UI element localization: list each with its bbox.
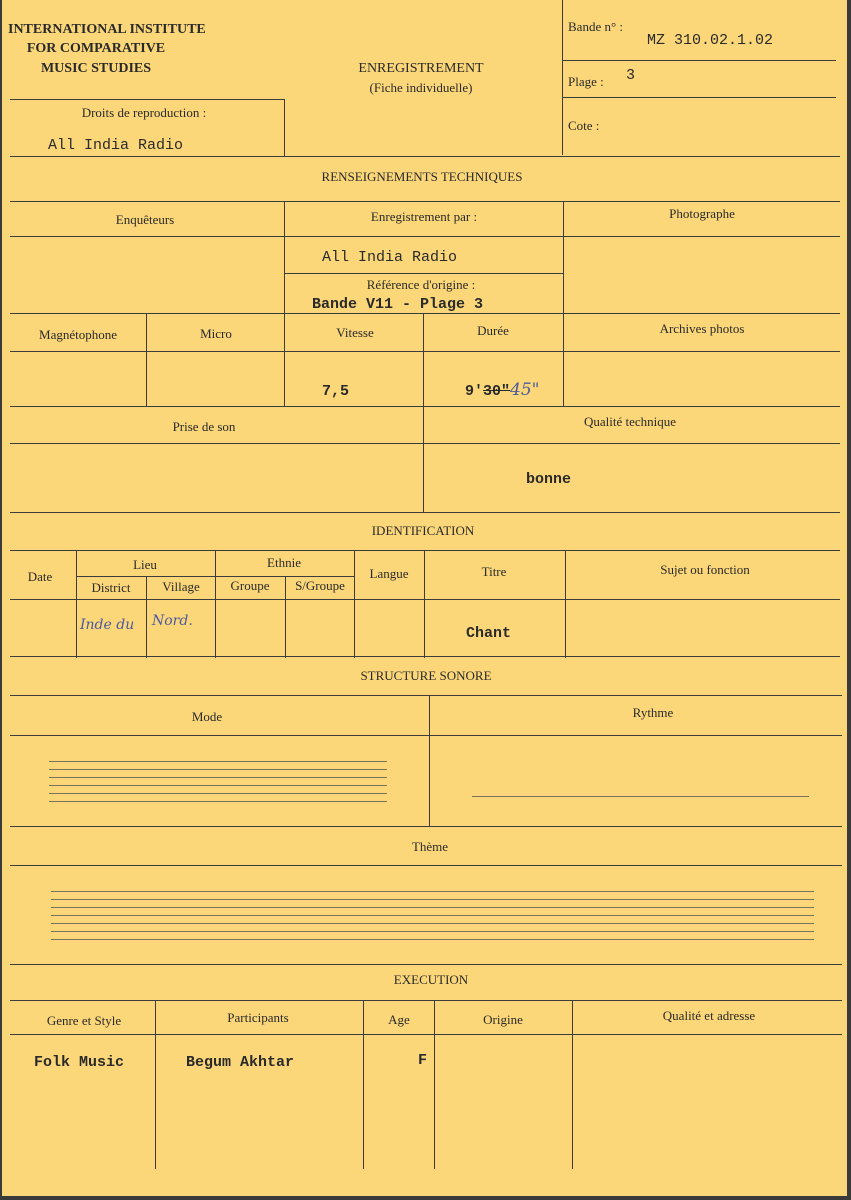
age-label: Age xyxy=(388,1012,410,1027)
mode-label: Mode xyxy=(191,709,223,724)
micro-label: Micro xyxy=(200,326,232,341)
participant-value: Begum Akhtar xyxy=(186,1054,295,1071)
identification-section-title: IDENTIFICATION xyxy=(371,523,475,538)
lieu-label: Lieu xyxy=(133,557,157,572)
institute-line-2: FOR COMPARATIVE xyxy=(26,41,166,56)
sujet-label: Sujet ou fonction xyxy=(660,562,750,577)
duree-label: Durée xyxy=(477,323,509,338)
groupe-label: Groupe xyxy=(230,578,270,593)
institute-line-1: INTERNATIONAL INSTITUTE xyxy=(8,22,206,37)
titre-label: Titre xyxy=(481,564,507,579)
participants-label: Participants xyxy=(227,1010,289,1025)
genre-value: Folk Music xyxy=(34,1054,125,1071)
droits-label: Droits de reproduction : xyxy=(81,105,207,120)
technique-section-title: RENSEIGNEMENTS TECHNIQUES xyxy=(321,169,523,184)
form-subtitle: (Fiche individuelle) xyxy=(369,80,473,95)
form-title: ENREGISTREMENT xyxy=(358,61,484,76)
rythme-label: Rythme xyxy=(632,705,674,720)
droits-value: All India Radio xyxy=(48,137,184,154)
bande-value: MZ 310.02.1.02 xyxy=(647,32,774,49)
village-value: Nord. xyxy=(152,613,193,629)
cote-label: Cote : xyxy=(568,118,600,133)
institute-line-3: MUSIC STUDIES xyxy=(40,61,152,76)
plage-label: Plage : xyxy=(568,74,604,89)
village-label: Village xyxy=(162,579,200,594)
reference-value: Bande V11 - Plage 3 xyxy=(312,296,484,313)
titre-value: Chant xyxy=(466,625,512,642)
execution-section-title: EXECUTION xyxy=(393,972,469,987)
genre-label: Genre et Style xyxy=(46,1013,122,1028)
origine-label: Origine xyxy=(483,1012,523,1027)
magnetophone-label: Magnétophone xyxy=(39,327,117,342)
recording-form-card xyxy=(2,0,847,1196)
qualite-adresse-label: Qualité et adresse xyxy=(662,1008,756,1023)
photographe-label: Photographe xyxy=(669,206,735,221)
ethnie-label: Ethnie xyxy=(267,555,301,570)
langue-label: Langue xyxy=(369,566,409,581)
district-value: Inde du xyxy=(80,617,135,633)
plage-value: 3 xyxy=(626,67,636,84)
theme-label: Thème xyxy=(411,839,449,854)
age-value: F xyxy=(418,1052,428,1069)
district-label: District xyxy=(91,580,131,595)
vitesse-value: 7,5 xyxy=(322,383,350,400)
bande-label: Bande n° : xyxy=(568,19,624,34)
enregistrement-value: All India Radio xyxy=(322,249,458,266)
enregistrement-label: Enregistrement par : xyxy=(370,209,478,224)
reference-label: Référence d'origine : xyxy=(366,277,476,292)
sgroupe-label: S/Groupe xyxy=(295,578,345,593)
vitesse-label: Vitesse xyxy=(336,325,374,340)
duree-value: 9'30"45" xyxy=(465,380,540,400)
qualite-value: bonne xyxy=(526,471,572,488)
qualite-label: Qualité technique xyxy=(583,414,677,429)
enqueteurs-label: Enquêteurs xyxy=(115,212,175,227)
archives-label: Archives photos xyxy=(659,321,745,336)
structure-section-title: STRUCTURE SONORE xyxy=(360,668,492,683)
date-label: Date xyxy=(27,569,53,584)
prise-label: Prise de son xyxy=(172,419,236,434)
